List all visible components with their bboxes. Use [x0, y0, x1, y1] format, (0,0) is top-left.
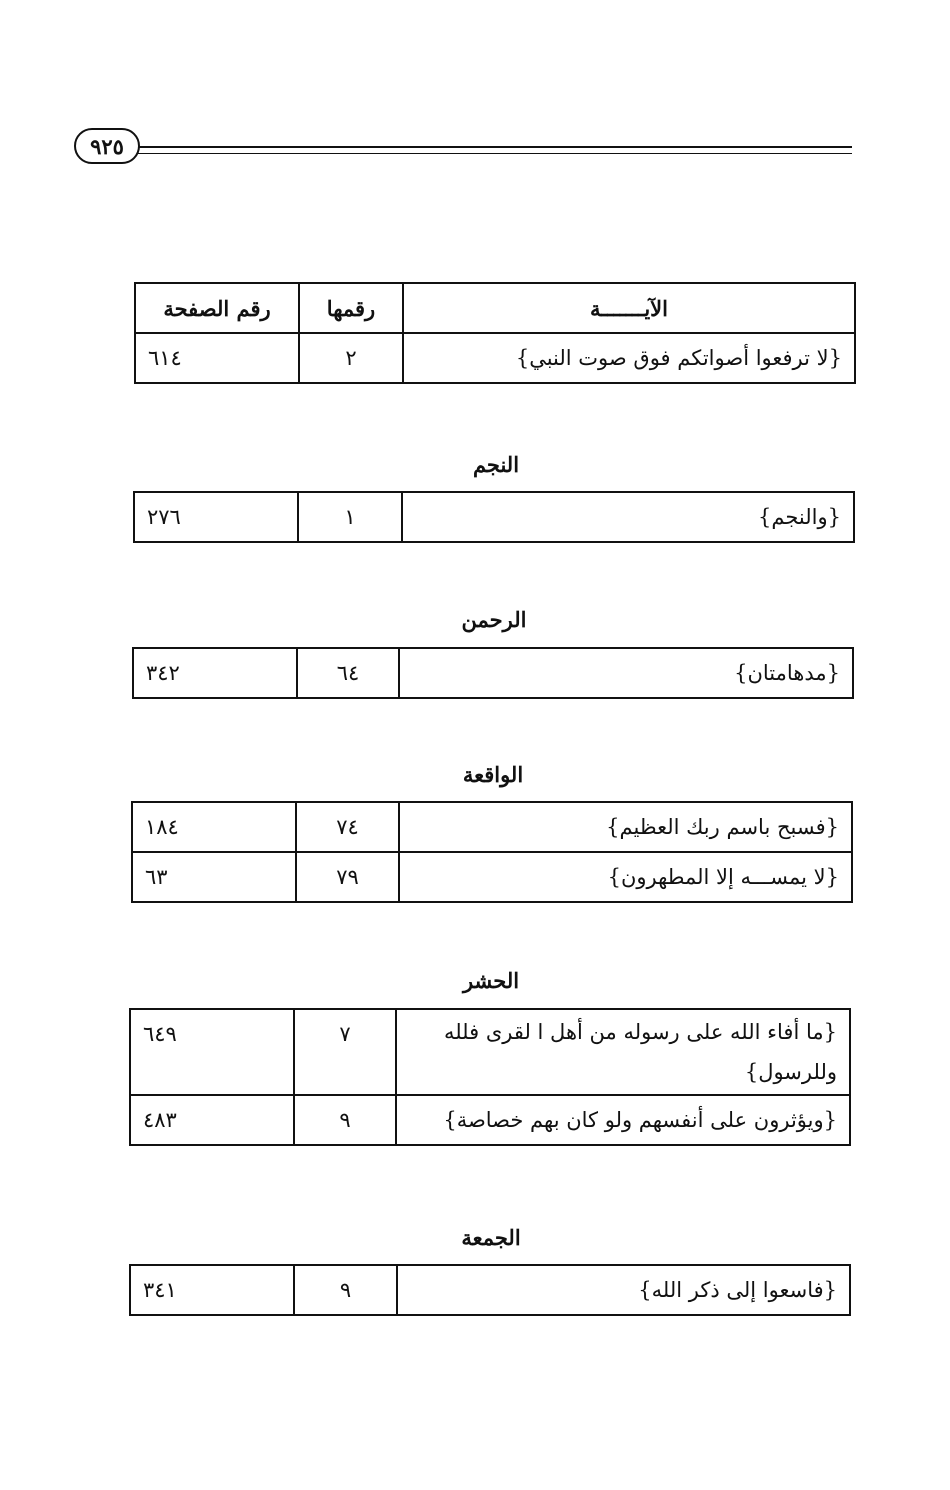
verse-table — [133, 491, 855, 543]
verse-cell: {لا ترفعوا أصواتكم فوق صوت النبي} — [403, 333, 855, 383]
surah-title: الحشر — [462, 968, 520, 993]
table-row — [135, 333, 855, 383]
verse-cell: {فسبح باسم ربك العظيم} — [399, 802, 852, 852]
table-row — [130, 1265, 850, 1315]
verse-cell: {مدهامتان} — [399, 648, 853, 698]
verse-number-cell: ٧٩ — [296, 852, 399, 902]
page-number-cell: ٣٤٢ — [133, 648, 297, 698]
verse-cell: {فاسعوا إلى ذكر الله} — [397, 1265, 850, 1315]
verse-cell: {ويؤثرون على أنفسهم ولو كان بهم خصاصة} — [396, 1095, 850, 1145]
verse-table — [129, 1264, 851, 1316]
page-number-cell: ٦٣ — [132, 852, 296, 902]
verse-table — [132, 647, 854, 699]
verse-number-cell: ١ — [298, 492, 402, 542]
section-table-2 — [134, 647, 854, 699]
surah-title: النجم — [472, 452, 520, 477]
surah-title: الواقعة — [462, 762, 524, 787]
column-header-page: رقم الصفحة — [135, 283, 299, 333]
page-number-cell: ١٨٤ — [132, 802, 296, 852]
column-header-number: رقمها — [299, 283, 403, 333]
section-table-3 — [133, 801, 853, 903]
surah-title: الرحمن — [461, 607, 527, 632]
table-row — [134, 492, 854, 542]
page-number-cell: ٣٤١ — [130, 1265, 294, 1315]
verse-table — [134, 282, 856, 384]
section-table-0 — [136, 282, 856, 384]
verse-number-cell: ٧ — [294, 1009, 396, 1095]
page-number-cell: ٢٧٦ — [134, 492, 298, 542]
verse-number-cell: ٢ — [299, 333, 403, 383]
verse-number-cell: ٦٤ — [297, 648, 399, 698]
header-rule — [138, 146, 852, 154]
verse-cell: {لا يمســـه إلا المطهرون} — [399, 852, 852, 902]
verse-number-cell: ٧٤ — [296, 802, 399, 852]
verse-table — [129, 1008, 851, 1146]
verse-number-cell: ٩ — [294, 1095, 396, 1145]
table-row — [130, 1009, 850, 1095]
page-number: ٩٢٥ — [74, 128, 140, 164]
page-number-cell: ٦٤٩ — [130, 1009, 294, 1095]
table-row — [132, 852, 852, 902]
section-table-1 — [135, 491, 855, 543]
verse-line: وللرسول} — [744, 1060, 837, 1084]
table-header-row — [135, 283, 855, 333]
verse-table — [131, 801, 853, 903]
verse-number-cell: ٩ — [294, 1265, 397, 1315]
page-number-cell: ٤٨٣ — [130, 1095, 294, 1145]
section-table-4 — [131, 1008, 851, 1146]
table-row — [132, 802, 852, 852]
section-table-5 — [131, 1264, 851, 1316]
verse-cell: {والنجم} — [402, 492, 854, 542]
column-header-verse: الآيـــــــة — [403, 283, 855, 333]
table-row — [130, 1095, 850, 1145]
table-row — [133, 648, 853, 698]
surah-title: الجمعة — [461, 1225, 521, 1250]
verse-line: {ما أفاء الله على رسوله من أهل ا لقرى فلله — [443, 1020, 837, 1044]
page-header — [74, 128, 852, 164]
page-number-cell: ٦١٤ — [135, 333, 299, 383]
verse-cell — [396, 1009, 850, 1095]
